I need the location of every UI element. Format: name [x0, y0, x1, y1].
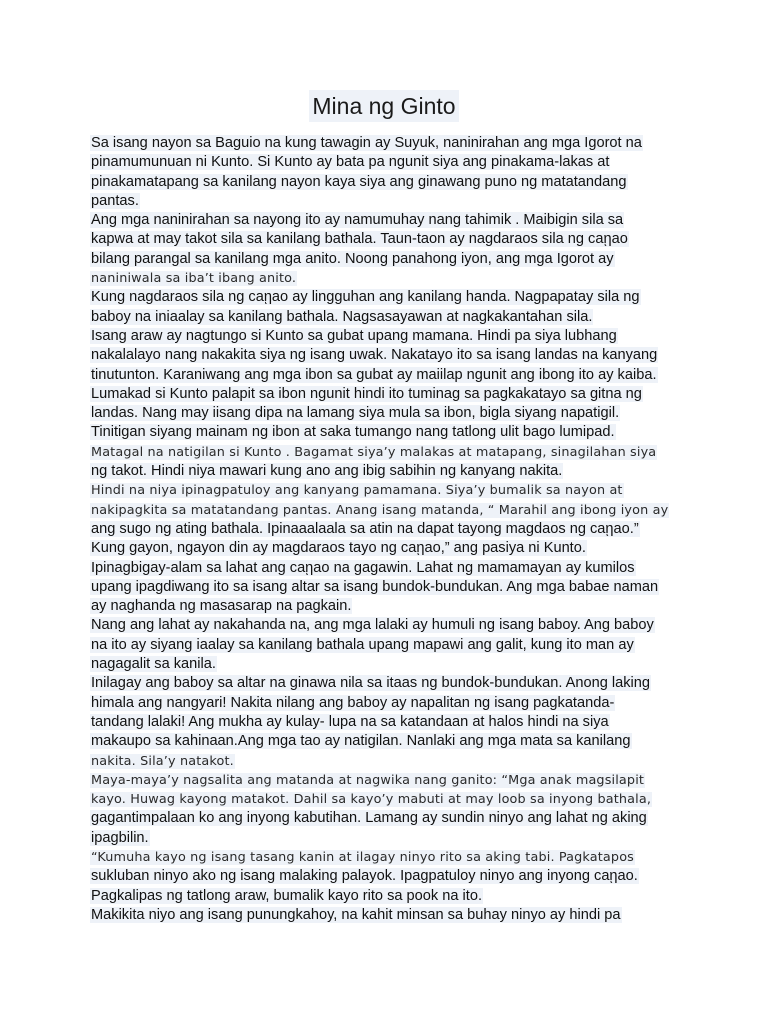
text-line [90, 790, 690, 809]
text-line-content: baboy na iniaalay sa kanilang bathala. Nagsasayawan at nagkakantahan sila. [91, 308, 593, 325]
text-line-content: Ang mga naninirahan sa nayong ito ay namumuhay nang tahimik . Maibigin sila sa [91, 212, 624, 229]
text-line [90, 616, 690, 635]
text-line [90, 578, 690, 597]
text-line-content: kayo. Huwag kayong matakot. Dahil sa kayo’y mabuti at may loob sa inyong bathala, [91, 792, 652, 808]
text-line-content: upang ipagdiwang ito sa isang altar sa isang bundok-bundukan. Ang mga babae naman [91, 578, 659, 595]
text-line-content: sukluban ninyo ako ng isang malaking palayok. Ipagpatuloy ninyo ang inyong caῃao. [91, 868, 638, 885]
text-line [90, 269, 690, 288]
text-line-content: himala ang nangyari! Nakita nilang ang baboy ay napalitan ng isang pagkatanda- [91, 694, 615, 711]
text-line-content: Isang araw ay nagtungo si Kunto sa gubat upang mamana. Hindi pa siya lubhang [91, 327, 617, 344]
text-line-content: Lumakad si Kunto palapit sa ibon ngunit hindi ito tuminag sa pagkakatayo sa gitna ng [91, 385, 642, 402]
text-line [90, 192, 690, 211]
text-line [90, 366, 690, 385]
text-line-content: Ipinagbigay-alam sa lahat ang caῃao na gagawin. Lahat ng mamamayan ay kumilos [91, 559, 635, 576]
text-line-content: naniniwala sa iba’t ibang anito. [91, 271, 297, 287]
text-line [90, 655, 690, 674]
document-body [90, 134, 690, 925]
text-line-content: pantas. [91, 192, 139, 209]
text-line-content: tinutunton. Karaniwang ang mga ibon sa gubat ay maiilap ngunit ang ibong ito ay kaiba. [91, 366, 657, 383]
text-line [90, 211, 690, 230]
text-line-content: Kung gayon, ngayon din ay magdaraos tayo ng caῃao,” ang pasiya ni Kunto. [91, 540, 586, 557]
document-title [0, 90, 768, 122]
text-line-content: makaupo sa kahinaan.Ang mga tao ay natigilan. Nanlaki ang mga mata sa kanilang [91, 733, 631, 750]
text-line-content: Nang ang lahat ay nakahanda na, ang mga lalaki ay humuli ng isang baboy. Ang baboy [91, 617, 654, 634]
text-line [90, 771, 690, 790]
text-line-content: ng takot. Hindi niya mawari kung ano ang ibig sabihin ng kanyang nakita. [91, 463, 563, 480]
text-line [90, 153, 690, 172]
text-line-content: nakipagkita sa matatandang pantas. Anang isang matanda, “ Marahil ang ibong iyon ay [91, 502, 669, 518]
text-line [90, 346, 690, 365]
text-line-content: Sa isang nayon sa Baguio na kung tawagin ay Suyuk, naninirahan ang mga Igorot na [91, 135, 642, 151]
text-line-content: Hindi na niya ipinagpatuloy ang kanyang pamamana. Siya’y bumalik sa nayon at [91, 483, 623, 499]
text-line [90, 636, 690, 655]
text-line [90, 887, 690, 906]
text-line [90, 230, 690, 249]
text-line-content: kapwa at may takot sila sa kanilang bathala. Taun-taon ay nagdaraos sila ng caῃao [91, 231, 628, 248]
text-line-content: nakita. Sila’y natakot. [91, 753, 234, 769]
text-line-content: bilang parangal sa kanilang mga anito. Noong panahong iyon, ang mga Igorot ay [91, 250, 614, 267]
text-line [90, 462, 690, 481]
text-line [90, 327, 690, 346]
text-line [90, 288, 690, 307]
text-line [90, 732, 690, 751]
text-line [90, 308, 690, 327]
text-line [90, 539, 690, 558]
text-line-content: ang sugo ng ating bathala. Ipinaaalaala sa atin na dapat tayong magdaos ng caῃao.” [91, 520, 639, 537]
document-title-text: Mina ng Ginto [309, 90, 458, 122]
text-line-content: na ito ay siyang iaalay sa kanilang bathala upang mapawi ang galit, kung ito man ay [91, 636, 634, 653]
text-line-content: gagantimpalaan ko ang inyong kabutihan. Lamang ay sundin ninyo ang lahat ng aking [91, 810, 647, 827]
text-line-content: tandang lalaki! Ang mukha ay kulay- lupa na sa katandaan at halos hindi na siya [91, 713, 609, 730]
text-line-content: nakalalayo nang nakakita siya ng isang uwak. Nakatayo ito sa isang landas na kanyang [91, 347, 658, 364]
text-line-content: nagagalit sa kanila. [91, 656, 216, 673]
text-line [90, 674, 690, 693]
text-line-content: ay naghanda ng masasarap na pagkain. [91, 598, 352, 615]
text-line [90, 501, 690, 520]
text-line-content: Makikita niyo ang isang punungkahoy, na kahit minsan sa buhay ninyo ay hindi pa [91, 906, 621, 923]
text-line [90, 597, 690, 616]
text-line-content: Kung nagdaraos sila ng caῃao ay lingguhan ang kanilang handa. Nagpapatay sila ng [91, 289, 640, 306]
text-line-content: Inilagay ang baboy sa altar na ginawa nila sa itaas ng bundok-bundukan. Anong laking [91, 675, 651, 692]
text-line [90, 906, 690, 925]
text-line [90, 694, 690, 713]
text-line [90, 404, 690, 423]
text-line-content: pinakamatapang sa kanilang nayon kaya siya ang ginawang puno ng matatandang [91, 173, 627, 190]
text-line [90, 385, 690, 404]
text-line [90, 520, 690, 539]
text-line [90, 134, 690, 153]
text-line-content: landas. Nang may iisang dipa na lamang siya mula sa ibon, bigla siyang napatigil. [91, 405, 620, 422]
text-line [90, 867, 690, 886]
text-line [90, 443, 690, 462]
text-line [90, 829, 690, 848]
text-line-content: Tinitigan siyang mainam ng ibon at saka tumango nang tatlong ulit bago lumipad. [91, 424, 615, 441]
text-line [90, 848, 690, 867]
text-line [90, 423, 690, 442]
text-line [90, 250, 690, 269]
text-line-content: pinamumunuan ni Kunto. Si Kunto ay bata pa ngunit siya ang pinakama-lakas at [91, 154, 610, 171]
text-line-content: Matagal na natigilan si Kunto . Bagamat siya’y malakas at matapang, sinagilahan siya [91, 444, 657, 460]
text-line [90, 173, 690, 192]
text-line [90, 559, 690, 578]
text-line-content: Pagkalipas ng tatlong araw, bumalik kayo rito sa pook na ito. [91, 887, 483, 904]
text-line [90, 752, 690, 771]
text-line [90, 809, 690, 828]
text-line-content: Maya-maya’y nagsalita ang matanda at nagwika nang ganito: “Mga anak magsilapit [91, 772, 645, 788]
text-line-content: “Kumuha kayo ng isang tasang kanin at ilagay ninyo rito sa aking tabi. Pagkatapos [91, 849, 634, 865]
text-line [90, 481, 690, 500]
text-line-content: ipagbilin. [91, 829, 149, 846]
text-line [90, 713, 690, 732]
